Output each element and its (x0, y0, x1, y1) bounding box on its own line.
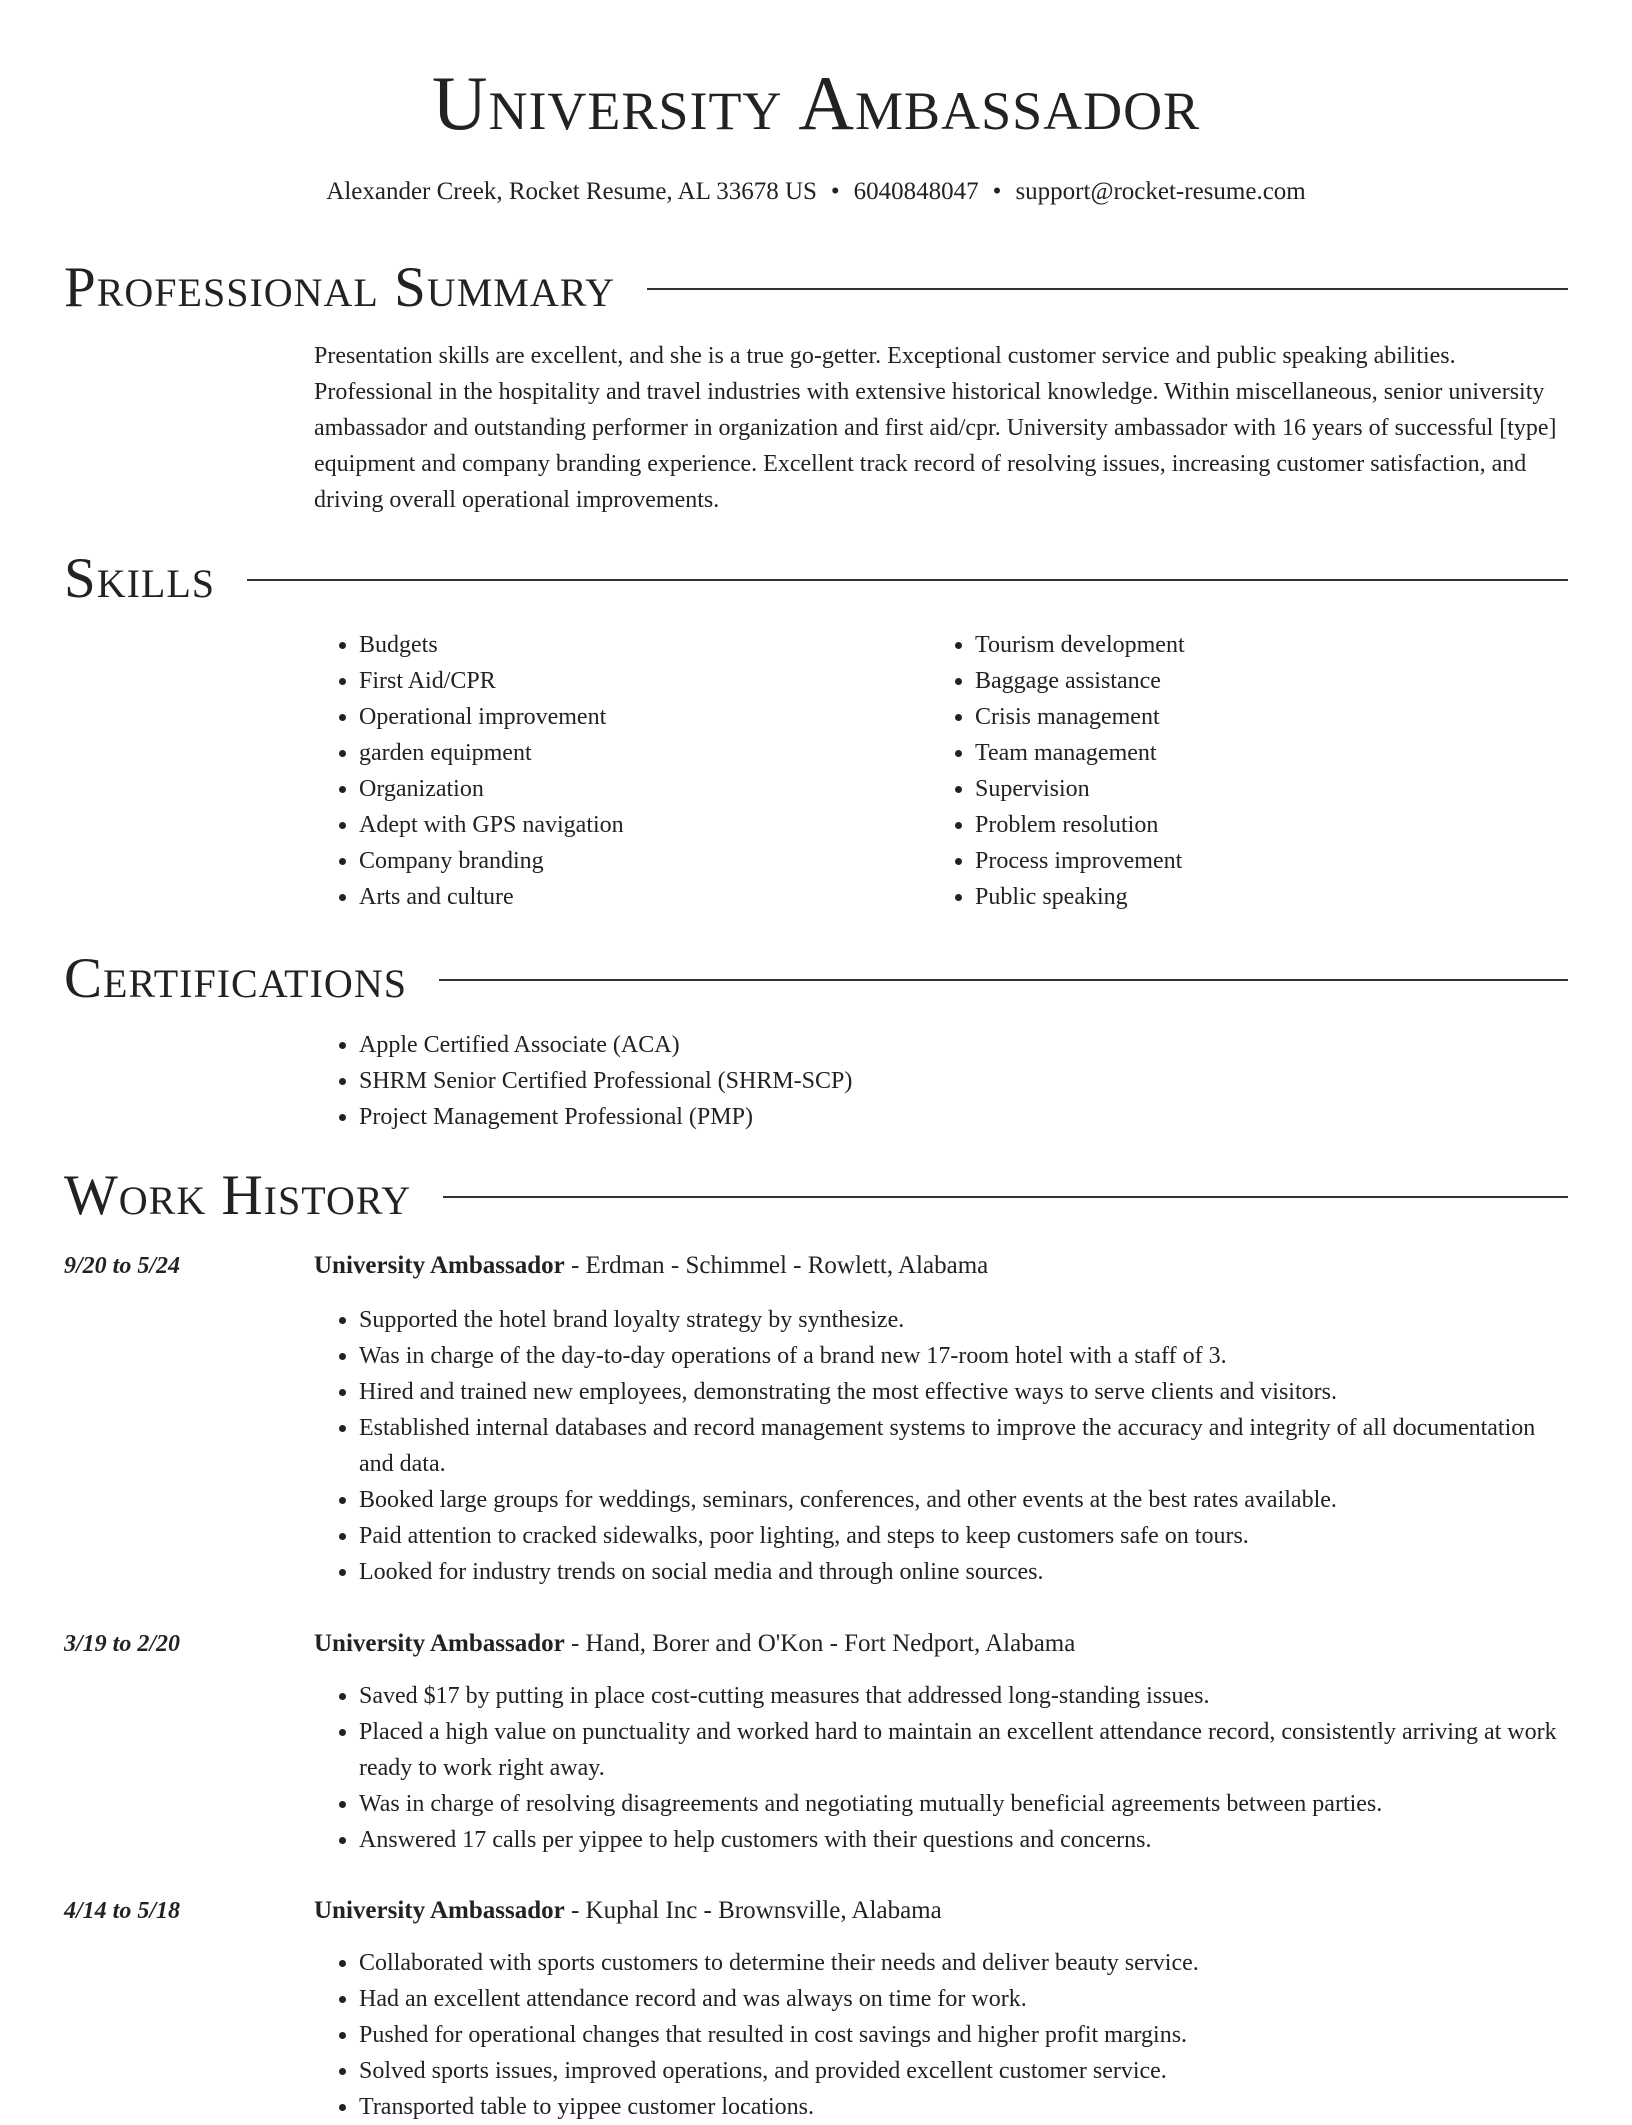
skill-item: • Adept with GPS navigation (359, 807, 930, 843)
job-role: University Ambassador (314, 1252, 565, 1279)
contact-phone: 6040848047 (853, 178, 979, 205)
contact-separator: • (992, 178, 1002, 205)
certification-item: • Apple Certified Associate (ACA) (359, 1027, 1568, 1063)
skill-item: • Public speaking (975, 879, 1546, 915)
section-heading-certifications (64, 943, 1568, 1015)
section-divider (647, 288, 1568, 290)
section-divider (247, 579, 1568, 581)
job-bullet: • Looked for industry trends on social media and through online sources. (359, 1554, 1568, 1590)
skills-list (314, 627, 1568, 915)
section-heading-summary (64, 252, 1568, 324)
job-bullet: • Saved $17 by putting in place cost-cutting measures that addressed long-standing issues. (359, 1678, 1568, 1714)
job-bullets (314, 1678, 1568, 1858)
job-bullets (314, 1302, 1568, 1590)
skill-item: • Tourism development (975, 627, 1546, 663)
job-company: - Kuphal Inc - Brownsville, Alabama (564, 1897, 942, 1924)
section-title: Certifications (64, 947, 407, 1010)
skill-item: • Crisis management (975, 699, 1546, 735)
job-bullet: • Had an excellent attendance record and was always on time for work. (359, 1981, 1568, 2017)
skill-item: • garden equipment (359, 735, 930, 771)
section-divider (443, 1196, 1568, 1198)
certifications-list (314, 1027, 1568, 1135)
skill-item: • Team management (975, 735, 1546, 771)
skill-item: • Operational improvement (359, 699, 930, 735)
contact-address: Alexander Creek, Rocket Resume, AL 33678 US (326, 178, 817, 205)
section-divider (439, 979, 1568, 981)
job-bullet: • Was in charge of the day-to-day operations of a brand new 17-room hotel with a staff of 3. (359, 1338, 1568, 1374)
skill-item: • Supervision (975, 771, 1546, 807)
contact-email[interactable]: support@rocket-resume.com (1015, 178, 1306, 205)
job-bullet: • Paid attention to cracked sidewalks, poor lighting, and steps to keep customers safe on tours. (359, 1518, 1568, 1554)
skills-column-right (930, 627, 1546, 915)
job-bullet: • Established internal databases and record management systems to improve the accuracy and integrity of all documentation and data. (359, 1410, 1568, 1482)
skill-item: • Organization (359, 771, 930, 807)
job-bullet: • Answered 17 calls per yippee to help customers with their questions and concerns. (359, 1822, 1568, 1858)
summary-text: Presentation skills are excellent, and she is a true go-getter. Exceptional customer service and public speaking abilities. Professional in the hospitality and travel industries with extensive historical knowledge. Within miscellaneous, senior university ambassador and outstanding performer in organization and first aid/cpr. University ambassador with 16 years of successful [type] equipment and company branding experience. Excellent track record of resolving issues, increasing customer satisfaction, and driving overall operational improvements. (314, 343, 1557, 513)
job-bullets (314, 1945, 1568, 2125)
job-dates: 4/14 to 5/18 (64, 1898, 181, 1924)
job-role: University Ambassador (314, 1897, 565, 1924)
contact-separator: • (830, 178, 840, 205)
skills-column-left (314, 627, 930, 915)
job-bullet: • Pushed for operational changes that resulted in cost savings and higher profit margins. (359, 2017, 1568, 2053)
certification-item: • SHRM Senior Certified Professional (SHRM-SCP) (359, 1063, 1568, 1099)
job-bullet: • Placed a high value on punctuality and worked hard to maintain an excellent attendance record, consistently arriving at work ready to work right away. (359, 1714, 1568, 1786)
job-dates: 3/19 to 2/20 (64, 1631, 181, 1657)
job-bullet: • Collaborated with sports customers to determine their needs and deliver beauty service. (359, 1945, 1568, 1981)
job-title (314, 1893, 1568, 1929)
job-company: - Hand, Borer and O'Kon - Fort Nedport, Alabama (564, 1630, 1076, 1657)
section-title: Skills (64, 547, 216, 610)
job-bullet: • Transported table to yippee customer locations. (359, 2089, 1568, 2125)
skill-item: • Process improvement (975, 843, 1546, 879)
skill-item: • Arts and culture (359, 879, 930, 915)
job-bullet: • Was in charge of resolving disagreements and negotiating mutually beneficial agreements between parties. (359, 1786, 1568, 1822)
job-bullet: • Hired and trained new employees, demonstrating the most effective ways to serve clients and visitors. (359, 1374, 1568, 1410)
skill-item: • Budgets (359, 627, 930, 663)
section-title: Professional Summary (64, 256, 616, 319)
certification-item: • Project Management Professional (PMP) (359, 1099, 1568, 1135)
section-heading-work-history (64, 1160, 1568, 1232)
contact-line (0, 174, 1632, 210)
skill-item: • Company branding (359, 843, 930, 879)
job-bullet: • Solved sports issues, improved operations, and provided excellent customer service. (359, 2053, 1568, 2089)
job-company: - Erdman - Schimmel - Rowlett, Alabama (564, 1252, 989, 1279)
job-bullet: • Supported the hotel brand loyalty strategy by synthesize. (359, 1302, 1568, 1338)
section-heading-skills (64, 543, 1568, 615)
skill-item: • Problem resolution (975, 807, 1546, 843)
section-title: Work History (64, 1164, 412, 1227)
job-title (314, 1248, 1568, 1284)
skill-item: • First Aid/CPR (359, 663, 930, 699)
job-dates: 9/20 to 5/24 (64, 1253, 181, 1279)
job-bullet: • Booked large groups for weddings, seminars, conferences, and other events at the best rates available. (359, 1482, 1568, 1518)
candidate-name: University Ambassador (431, 60, 1201, 146)
job-title (314, 1626, 1568, 1662)
skill-item: • Baggage assistance (975, 663, 1546, 699)
job-role: University Ambassador (314, 1630, 565, 1657)
